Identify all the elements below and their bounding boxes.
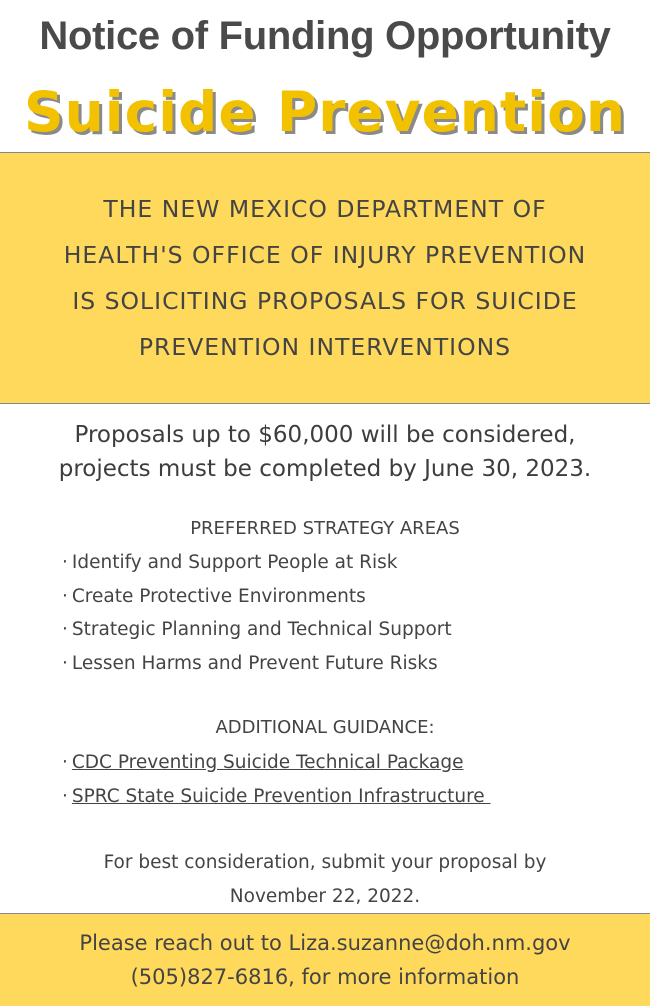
guidance-list: [62, 746, 491, 813]
deadline-line: November 22, 2022.: [229, 886, 421, 907]
list-item: [62, 746, 491, 780]
strategy-item-label: Lessen Harms and Prevent Future Risks: [71, 652, 438, 674]
sprc-infrastructure-link[interactable]: SPRC State Suicide Prevention Infrastructure: [71, 785, 491, 807]
page-title: Notice of Funding Opportunity: [39, 14, 611, 58]
cdc-technical-package-link[interactable]: CDC Preventing Suicide Technical Package: [71, 752, 464, 773]
strategy-heading: PREFERRED STRATEGY AREAS: [190, 518, 460, 539]
bullet: ·: [62, 752, 68, 773]
funding-line: Proposals up to $60,000 will be considered,: [74, 422, 576, 448]
list-item: [62, 647, 452, 681]
bullet: ·: [62, 585, 68, 607]
contact-line: Please reach out to Liza.suzanne@doh.nm.gov: [79, 931, 571, 955]
bullet: ·: [62, 652, 68, 674]
contact-text: [79, 926, 570, 994]
strategy-item-label: Identify and Support People at Risk: [71, 552, 398, 573]
list-item: [62, 780, 491, 814]
page-subtitle: Suicide Prevention: [23, 80, 627, 144]
strategy-item-label: Strategic Planning and Technical Support: [71, 619, 452, 640]
strategy-list: [62, 546, 452, 680]
list-item: [62, 613, 452, 647]
bullet: ·: [62, 785, 68, 807]
funding-details: [0, 418, 650, 486]
funding-line: projects must be completed by June 30, 2023.: [58, 456, 592, 482]
banner-line: HEALTH'S OFFICE OF INJURY PREVENTION: [63, 241, 587, 269]
list-item: [62, 546, 452, 580]
bullet: ·: [62, 619, 68, 640]
announcement-banner: [0, 152, 650, 404]
contact-footer: [0, 913, 650, 1006]
banner-line: IS SOLICITING PROPOSALS FOR SUICIDE: [72, 287, 578, 315]
banner-line: PREVENTION INTERVENTIONS: [138, 333, 512, 361]
banner-text: [0, 186, 650, 370]
contact-line: (505)827-6816, for more information: [130, 965, 520, 989]
deadline-notice: [0, 846, 650, 914]
banner-line: THE NEW MEXICO DEPARTMENT OF: [103, 195, 547, 223]
deadline-line: For best consideration, submit your proposal by: [103, 852, 547, 873]
bullet: ·: [62, 552, 68, 573]
guidance-heading: ADDITIONAL GUIDANCE:: [215, 717, 435, 738]
strategy-item-label: Create Protective Environments: [71, 585, 366, 607]
list-item: [62, 580, 452, 614]
